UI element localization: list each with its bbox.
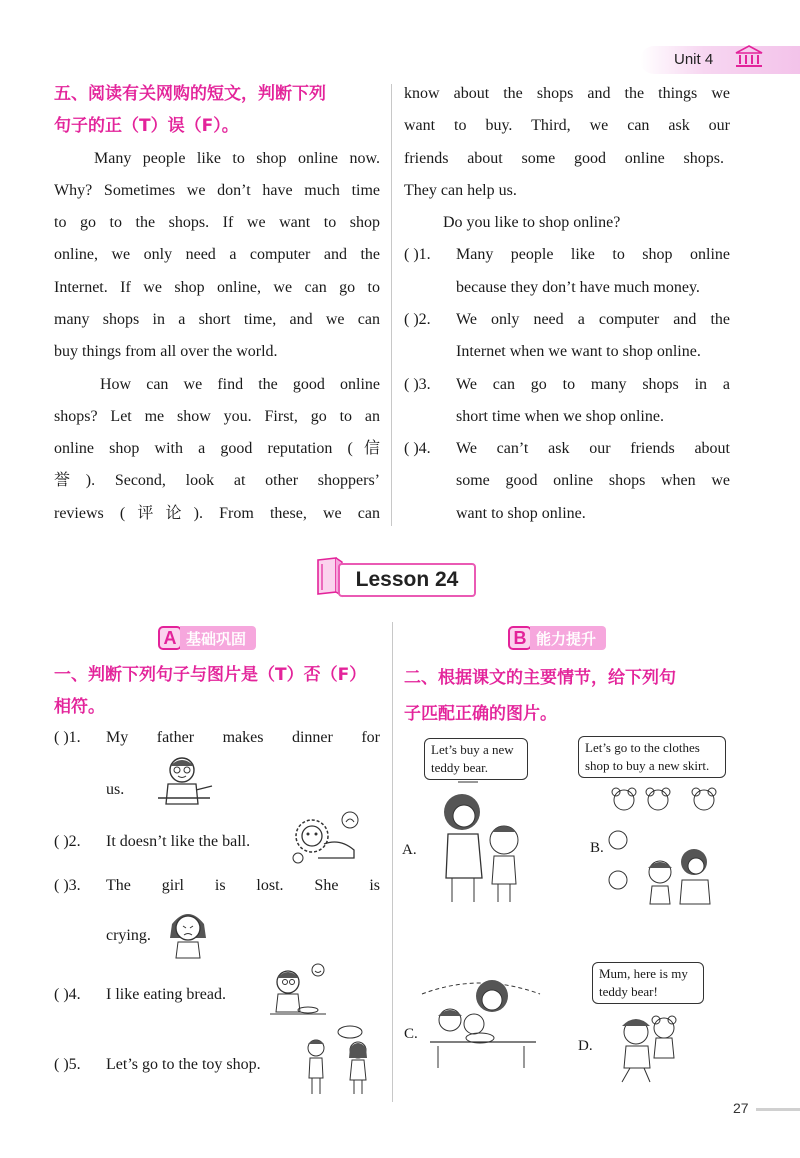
passage-line: They can help us. xyxy=(404,182,517,199)
bubble-text: shop to buy a new skirt. xyxy=(585,758,710,773)
item-text: It doesn’t like the ball. xyxy=(106,833,251,850)
passage-line: Many people like to shop online now. xyxy=(94,150,380,167)
passage-line: many shops in a short time, and we can xyxy=(54,311,380,328)
section-a-heading-line2: 相符。 xyxy=(54,697,105,717)
column-divider xyxy=(392,622,393,1102)
passage-line: know about the shops and the things we xyxy=(404,85,730,102)
item-mark[interactable]: ( )3. xyxy=(54,877,81,894)
building-icon xyxy=(734,44,764,70)
column-divider xyxy=(391,84,392,526)
item-text: Let’s go to the toy shop. xyxy=(106,1056,261,1073)
section-a-letter: A xyxy=(158,626,182,650)
footer-rule xyxy=(756,1108,800,1111)
question-text: We can go to many shops in a xyxy=(456,376,730,393)
passage-line: Internet. If we shop online, we can go to xyxy=(54,279,380,296)
picture-b-illustration xyxy=(604,776,734,908)
passage-line: want to buy. Third, we can ask our xyxy=(404,117,730,134)
passage-line: 誉). Second, look at other shoppers’ xyxy=(54,472,380,489)
passage-line: reviews (评论). From these, we can xyxy=(54,505,380,522)
section-b-title: 能力提升 xyxy=(530,626,606,650)
passage-line: buy things from all over the world. xyxy=(54,343,278,360)
unit-tab xyxy=(640,46,800,74)
question-mark[interactable]: ( )1. xyxy=(404,246,431,263)
bubble-text: Mum, here is my xyxy=(599,966,688,981)
section-b-heading-line2: 子匹配正确的图片。 xyxy=(404,704,557,724)
passage-line: online shop with a good reputation (信 xyxy=(54,440,380,457)
picture-d-bubble xyxy=(592,962,704,1004)
section-a-badge xyxy=(158,626,256,650)
question-text: want to shop online. xyxy=(456,505,586,522)
bubble-text: teddy bear! xyxy=(599,984,658,999)
bubble-text: Let’s buy a new xyxy=(431,742,514,757)
section-b-heading-line1: 二、根据课文的主要情节，给下列句 xyxy=(404,668,676,688)
question-mark[interactable]: ( )3. xyxy=(404,376,431,393)
boy-eating-illustration xyxy=(268,960,330,1022)
item-text: The girl is lost. She is xyxy=(106,877,380,894)
passage-line: to go to the shops. If we want to shop xyxy=(54,214,380,231)
reading-heading-line2: 句子的正（T）误（F）。 xyxy=(54,116,239,136)
unit-label: Unit 4 xyxy=(674,51,714,68)
item-text: My father makes dinner for xyxy=(106,729,380,746)
item-mark[interactable]: ( )2. xyxy=(54,833,81,850)
crying-girl-illustration xyxy=(162,904,214,960)
lesson-title: Lesson 24 xyxy=(338,563,476,597)
question-text: Many people like to shop online xyxy=(456,246,730,263)
section-b-letter: B xyxy=(508,626,532,650)
section-a-title: 基础巩固 xyxy=(180,626,256,650)
section-b-badge xyxy=(508,626,606,650)
passage-line: Why? Sometimes we don’t have much time xyxy=(54,182,380,199)
picture-d-illustration xyxy=(606,1006,692,1086)
picture-c-illustration xyxy=(420,966,546,1072)
lion-ball-illustration xyxy=(288,810,364,868)
reading-heading-line1: 五、阅读有关网购的短文，判断下列 xyxy=(54,84,326,104)
question-text: Internet when we want to shop online. xyxy=(456,343,701,360)
page-number: 27 xyxy=(733,1100,749,1116)
bubble-text: teddy bear. xyxy=(431,760,489,775)
bubble-text: Let’s go to the clothes xyxy=(585,740,700,755)
question-mark[interactable]: ( )2. xyxy=(404,311,431,328)
section-a-heading-line1: 一、判断下列句子与图片是（T）否（F） xyxy=(54,665,367,685)
picture-c-label: C. xyxy=(404,1026,418,1042)
question-text: because they don’t have much money. xyxy=(456,279,700,296)
picture-a-bubble xyxy=(424,738,528,780)
passage-line: friends about some good online shops. xyxy=(404,150,724,167)
passage-line: online, we only need a computer and the xyxy=(54,246,380,263)
picture-b-label: B. xyxy=(590,840,604,856)
father-cooking-illustration xyxy=(152,752,216,812)
item-text: I like eating bread. xyxy=(106,986,226,1003)
passage-line: Do you like to shop online? xyxy=(443,214,621,231)
two-children-illustration xyxy=(296,1024,382,1098)
item-mark[interactable]: ( )4. xyxy=(54,986,81,1003)
passage-line: How can we find the good online xyxy=(100,376,380,393)
picture-b-bubble xyxy=(578,736,726,778)
item-mark[interactable]: ( )5. xyxy=(54,1056,81,1073)
question-text: some good online shops when we xyxy=(456,472,730,489)
picture-d-label: D. xyxy=(578,1038,593,1054)
item-text: crying. xyxy=(106,927,151,944)
picture-a-illustration xyxy=(418,778,538,908)
picture-a-label: A. xyxy=(402,842,417,858)
question-text: short time when we shop online. xyxy=(456,408,664,425)
item-text: us. xyxy=(106,781,125,798)
item-mark[interactable]: ( )1. xyxy=(54,729,81,746)
question-text: We only need a computer and the xyxy=(456,311,730,328)
question-text: We can’t ask our friends about xyxy=(456,440,730,457)
passage-line: shops? Let me show you. First, go to an xyxy=(54,408,380,425)
question-mark[interactable]: ( )4. xyxy=(404,440,431,457)
